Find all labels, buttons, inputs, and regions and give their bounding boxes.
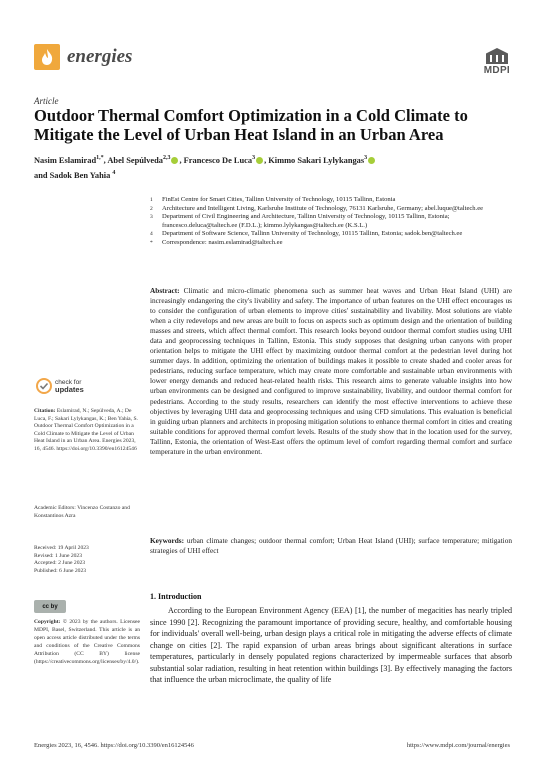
check-updates-line2: updates — [55, 385, 84, 394]
copyright-text: © 2023 by the authors. Licensee MDPI, Basel, Switzerland. This article is an open access article distributed under the terms and conditions of the Creative Commons Attribution (CC BY) license (https://creativecommons.org/licenses/by/4.0/). — [34, 619, 140, 665]
affiliation-item — [150, 196, 520, 205]
copyright-notice — [34, 619, 140, 666]
citation-text[interactable]: Eslamirad, N.; Sepúlveda, A.; De Luca, F.; Sakari Lylykangas, K.; Ben Yahia, S. Outdoor Thermal Comfort Optimization in a Cold Climate to Mitigate the Level of Urban Heat Island in an Urban Area. Energies 2023, 16, 4546. https://doi.org/10.3390/en16124546 — [34, 408, 138, 452]
footer-citation[interactable]: Energies 2023, 16, 4546. https://doi.org/10.3390/en16124546 — [34, 742, 194, 749]
copyright-label: Copyright: — [34, 619, 61, 625]
publisher-name: MDPI — [483, 65, 510, 76]
citation-label: Citation: — [34, 408, 56, 414]
keywords-label: Keywords: — [150, 536, 185, 545]
keywords — [150, 536, 512, 556]
affiliation-number: 1 — [150, 197, 153, 203]
date-published: Published: 6 June 2023 — [34, 567, 87, 574]
article-type: Article — [34, 96, 59, 106]
check-updates-line1: check for — [55, 379, 82, 386]
author-name[interactable]: Francesco De Luca — [183, 155, 253, 165]
journal-name: energies — [67, 46, 133, 67]
affiliation-marker: 2,3 — [162, 155, 171, 161]
abstract — [150, 286, 512, 457]
author-line-2 — [34, 167, 514, 182]
footer-journal-url[interactable]: https://www.mdpi.com/journal/energies — [406, 742, 510, 749]
affiliation-text: Department of Software Science, Tallinn University of Technology, 10115 Tallinn, Estonia; sadok.ben@taltech.ee — [162, 230, 463, 238]
affiliation-text: Department of Civil Engineering and Architecture, Tallinn University of Technology, 10115 Tallinn, Estonia; francesco.deluca@taltech.ee (F.D.L.); kimmo.lylykangas@taltech.ee (K.S.L.) — [162, 213, 450, 229]
affiliation-text: Architecture and Intelligent Living, Karlsruhe Institute of Technology, 76131 Karlsruhe, Germany; abel.luque@taltech.ee — [162, 204, 484, 212]
publication-dates — [34, 545, 138, 575]
affiliation-list — [150, 196, 520, 248]
date-revised: Revised: 1 June 2023 — [34, 552, 83, 559]
author-name[interactable]: Kimmo Sakari Lylykangas — [268, 155, 365, 165]
check-for-updates-button[interactable] — [36, 378, 84, 394]
affiliation-number: 2 — [150, 205, 153, 212]
publisher-logo[interactable] — [484, 48, 510, 76]
author-line-1: Nasim Eslamirad$^{1,*}$, Abel Sepúlveda$^{2,3}$ , Francesco De Luca$^3$ , Kimmo Sakari Lylykangas$^3$ — [34, 152, 514, 167]
introduction-text: According to the European Environment Agency (EEA) [1], the number of megacities has nearly tripled since 1990 [2]. Recognizing the paramount importance of providing secure, healthy, and comfortable housing for individuals' overall well-being, urban design plays a critical role in mitigating the adverse effects of climate change on cities [2]. The rapid expansion of urban areas brings about significant alterations in surface temperatures, particularly in densely populated regions characterized by impermeable surfaces that absorb substantial solar radiation, resulting in heat retention within buildings [3]. By effectively managing the factors that influence the urban microclimate, the quality of life — [150, 606, 512, 684]
author-name[interactable]: Nasim Eslamirad — [34, 155, 97, 165]
orcid-icon[interactable] — [171, 157, 178, 164]
affiliation-marker: 1,* — [96, 155, 104, 161]
affiliation-marker: 4 — [112, 169, 116, 176]
correspondence — [150, 239, 520, 248]
affiliation-number: * — [150, 239, 153, 246]
academic-editors: Academic Editors: Vincenzo Costanzo and Konstantinos Azra — [34, 505, 130, 519]
check-updates-icon — [36, 378, 52, 394]
check-updates-label — [55, 379, 84, 393]
journal-logo[interactable] — [34, 44, 132, 70]
affiliation-item — [150, 205, 520, 214]
keywords-text: urban climate changes; outdoor thermal comfort; Urban Heat Island (UHI); surface temperature; mitigation strategies of UHI effect — [150, 536, 513, 555]
affiliation-item — [150, 213, 520, 230]
paper-title: Outdoor Thermal Comfort Optimization in a Cold Climate to Mitigate the Level of Urban Heat Island in an Urban Area — [34, 106, 468, 144]
date-received: Received: 19 April 2023 — [34, 545, 89, 551]
flame-icon — [34, 44, 60, 70]
orcid-icon[interactable] — [368, 157, 375, 164]
author-list — [34, 152, 514, 182]
cc-badge-text: cc by — [42, 603, 58, 610]
cc-license-badge[interactable] — [34, 600, 66, 613]
affiliation-number: 3 — [150, 214, 153, 221]
publisher-logo-icon — [486, 48, 508, 64]
affiliation-number: 4 — [150, 231, 153, 238]
author-name[interactable]: and Sadok Ben Yahia — [34, 170, 111, 180]
correspondence-email[interactable]: Correspondence: nasim.eslamirad@taltech.ee — [162, 238, 283, 246]
affiliation-marker: 3 — [364, 155, 368, 161]
section-heading-introduction: 1. Introduction — [150, 592, 202, 601]
affiliation-text: FinEst Centre for Smart Cities, Tallinn University of Technology, 10115 Tallinn, Estonia — [162, 196, 396, 203]
affiliation-item — [150, 230, 520, 239]
citation-block — [34, 408, 138, 454]
author-name[interactable]: Abel Sepúlveda — [107, 155, 163, 165]
affiliation-marker: 3 — [252, 155, 256, 161]
abstract-label: Abstract: — [150, 286, 180, 295]
date-accepted: Accepted: 2 June 2023 — [34, 560, 86, 567]
orcid-icon[interactable] — [256, 157, 263, 164]
abstract-text: Climatic and micro-climatic phenomena such as summer heat waves and Urban Heat Island (UHI) are increasingly endangering the city's livability and safety. The importance of urban features on the UHI effect encourages us to consider the configuration of urban elements to improve cities' sustainability and livability. Most solutions are viable when a city redevelops and new areas are built to focus on aspects such as optimum design and the orientation of building masses and streets, which affect thermal comfort. This research looks beyond outdoor thermal comfort studies using UHI data and geoprocessing techniques in Tallinn, Estonia. This study supposes that designing urban canyons with proper orientation helps to mitigate the UHI effect by maximizing outdoor thermal comfort at the pedestrian level during hot summer days. In addition, optimizing the orientation of buildings makes it possible to create shaded and cooler areas for pedestrians, reducing surface temperature, which may create more comfortable and sustainable urban environments with lower energy demands and reduced heat-related health risks. This research aims to generate valuable insights into how urban environments can be designed and configured to improve sustainability, livability, and outdoor thermal comfort for pedestrians. According to the study results, researchers can identify the most effective interventions to achieve these objectives by leveraging UHI data and geoprocessing techniques and using CFD simulations. This evaluation is beneficial in guiding urban planners and architects in proposing mitigation solutions to enhance thermal comfort in cities and creating suitable conditions for approved thermal comfort levels. Results of the study show that in the location used for the survey, Tallinn, Estonia, the orientation of West-East offers the optimum level of comfort regarding thermal comfort and surface temperature in the urban environment. — [150, 286, 512, 456]
